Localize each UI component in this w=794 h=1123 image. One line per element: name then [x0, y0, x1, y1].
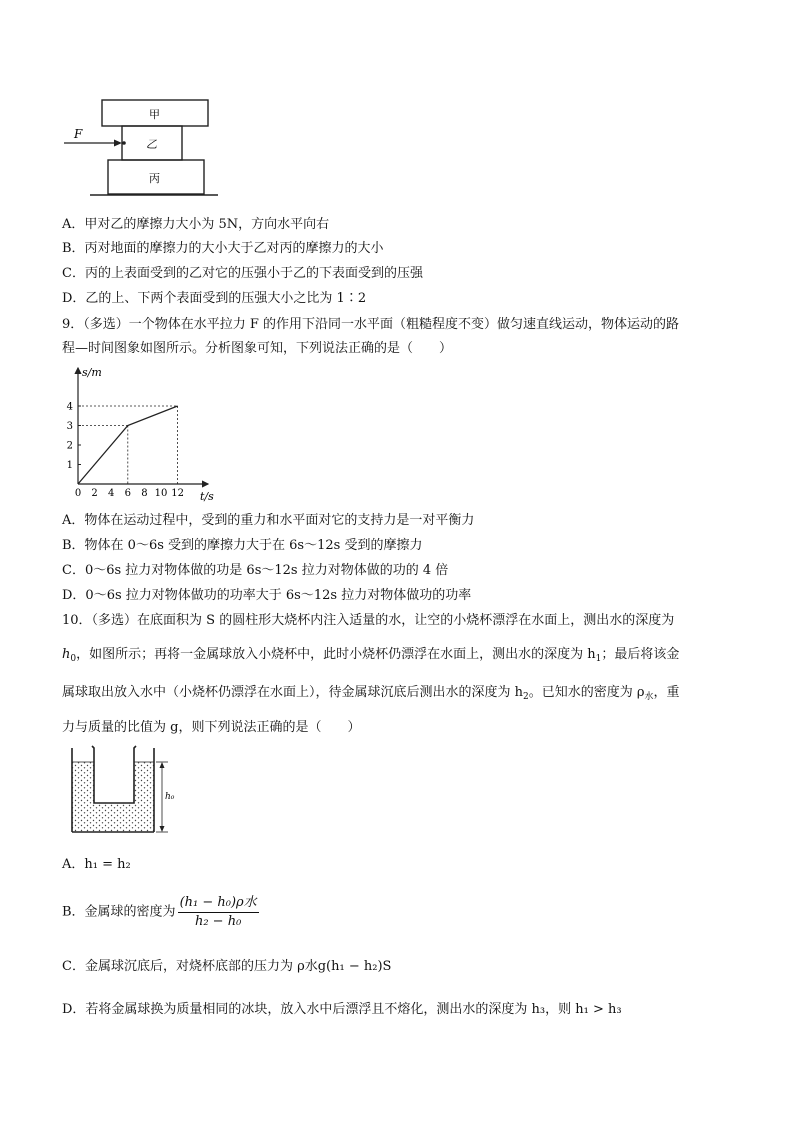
q9-stem-line1: 9．（多选）一个物体在水平拉力 F 的作用下沿同一水平面（粗糙程度不变）做匀速直线运动，物体运动的路 — [62, 317, 680, 332]
force-point — [122, 141, 126, 145]
q10-stem-line1: 10．（多选）在底面积为 S 的圆柱形大烧杯内注入适量的水，让空的小烧杯漂浮在水面上，测出水的深度为 — [62, 613, 675, 628]
density-denominator: h₂ − h₀ — [194, 914, 242, 929]
distance-time-graph — [58, 362, 228, 502]
q10-option-c: C．金属球沉底后，对烧杯底部的压力为 ρ水g(h₁ − h₂)S — [62, 959, 392, 974]
q9-stem-line2: 程—时间图象如图所示。分析图象可知，下列说法正确的是（ ） — [62, 341, 453, 356]
density-fraction — [178, 894, 259, 931]
q10-option-b-text: B．金属球的密度为 — [62, 904, 176, 920]
q9-option-b: B．物体在 0～6s 受到的摩擦力大于在 6s～12s 受到的摩擦力 — [62, 538, 423, 553]
x-tick-label: 4 — [108, 488, 115, 499]
x-axis-label: t/s — [200, 490, 214, 502]
x-tick-label: 6 — [124, 488, 131, 499]
force-label: F — [74, 127, 83, 141]
block-bing-label: 丙 — [149, 172, 160, 185]
q10-stem-line3 — [62, 684, 680, 706]
q10-stem-line2 — [62, 646, 679, 668]
y-tick-label: 3 — [66, 421, 73, 432]
q8-option-d: D．乙的上、下两个表面受到的压强大小之比为 1∶2 — [62, 291, 367, 306]
depth-label: h₀ — [165, 792, 175, 802]
depth-arrow-down — [160, 826, 165, 832]
stacked-blocks-figure — [60, 96, 220, 202]
q10-h0-symbol: h — [62, 647, 71, 662]
q10-h1-sub: 1 — [595, 654, 602, 664]
small-cup-interior — [94, 748, 134, 803]
q10-stem-line4: 力与质量的比值为 g，则下列说法正确的是（ ） — [62, 720, 361, 735]
density-numerator: (h₁ − h₀)ρ水 — [178, 894, 259, 913]
depth-arrow-up — [160, 762, 165, 768]
q10-h0-sub: 0 — [70, 654, 77, 664]
q9-option-c: C．0～6s 拉力对物体做的功是 6s～12s 拉力对物体做的功的 4 倍 — [62, 563, 449, 578]
q8-option-c: C．丙的上表面受到的乙对它的压强小于乙的下表面受到的压强 — [62, 266, 423, 281]
x-tick-label: 10 — [154, 488, 168, 499]
y-tick-label: 4 — [66, 401, 73, 413]
force-arrow-head — [114, 140, 122, 147]
x-tick-label: 2 — [91, 488, 98, 499]
q10-option-b — [62, 894, 259, 931]
block-yi-label: 乙 — [146, 138, 157, 151]
q10-rho-sub: 水 — [644, 692, 654, 702]
series-line — [78, 406, 178, 484]
y-tick-label: 2 — [66, 440, 73, 452]
x-tick-label: 8 — [141, 488, 148, 499]
y-axis-label: s/m — [82, 366, 102, 379]
q10-stem-line3-text: 属球取出放入水中（小烧杯仍漂浮在水面上），待金属球沉底后测出水的深度为 h — [62, 685, 524, 700]
q8-option-b: B．丙对地面的摩擦力的大小大于乙对丙的摩擦力的大小 — [62, 241, 384, 256]
q10-option-a: A．h₁ = h₂ — [62, 857, 131, 872]
y-tick-label: 1 — [66, 460, 73, 471]
q10-stem-line2-text: ，如图所示；再将一金属球放入小烧杯中，此时小烧杯仍漂浮在水面上，测出水的深度为 h — [76, 647, 596, 662]
q10-stem-line3-tail: ，重 — [653, 685, 680, 700]
q9-option-d: D．0～6s 拉力对物体做功的功率大于 6s～12s 拉力对物体做功的功率 — [62, 588, 472, 603]
q10-option-d: D．若将金属球换为质量相同的冰块，放入水中后漂浮且不熔化，测出水的深度为 h₃，则 h₁ > h₃ — [62, 1002, 622, 1017]
beaker-figure — [62, 744, 192, 836]
q9-option-a: A．物体在运动过程中，受到的重力和水平面对它的支持力是一对平衡力 — [62, 513, 475, 528]
q10-stem-line2-tail: ；最后将该金 — [601, 647, 680, 662]
q8-option-a: A．甲对乙的摩擦力大小为 5N，方向水平向右 — [62, 217, 330, 232]
x-tick-label: 12 — [171, 488, 184, 499]
q10-h2-sub: 2 — [523, 692, 529, 702]
x-tick-label: 0 — [74, 488, 82, 499]
block-jia-label: 甲 — [149, 108, 160, 121]
q10-stem-line3-mid: 。已知水的密度为 ρ — [528, 685, 645, 700]
